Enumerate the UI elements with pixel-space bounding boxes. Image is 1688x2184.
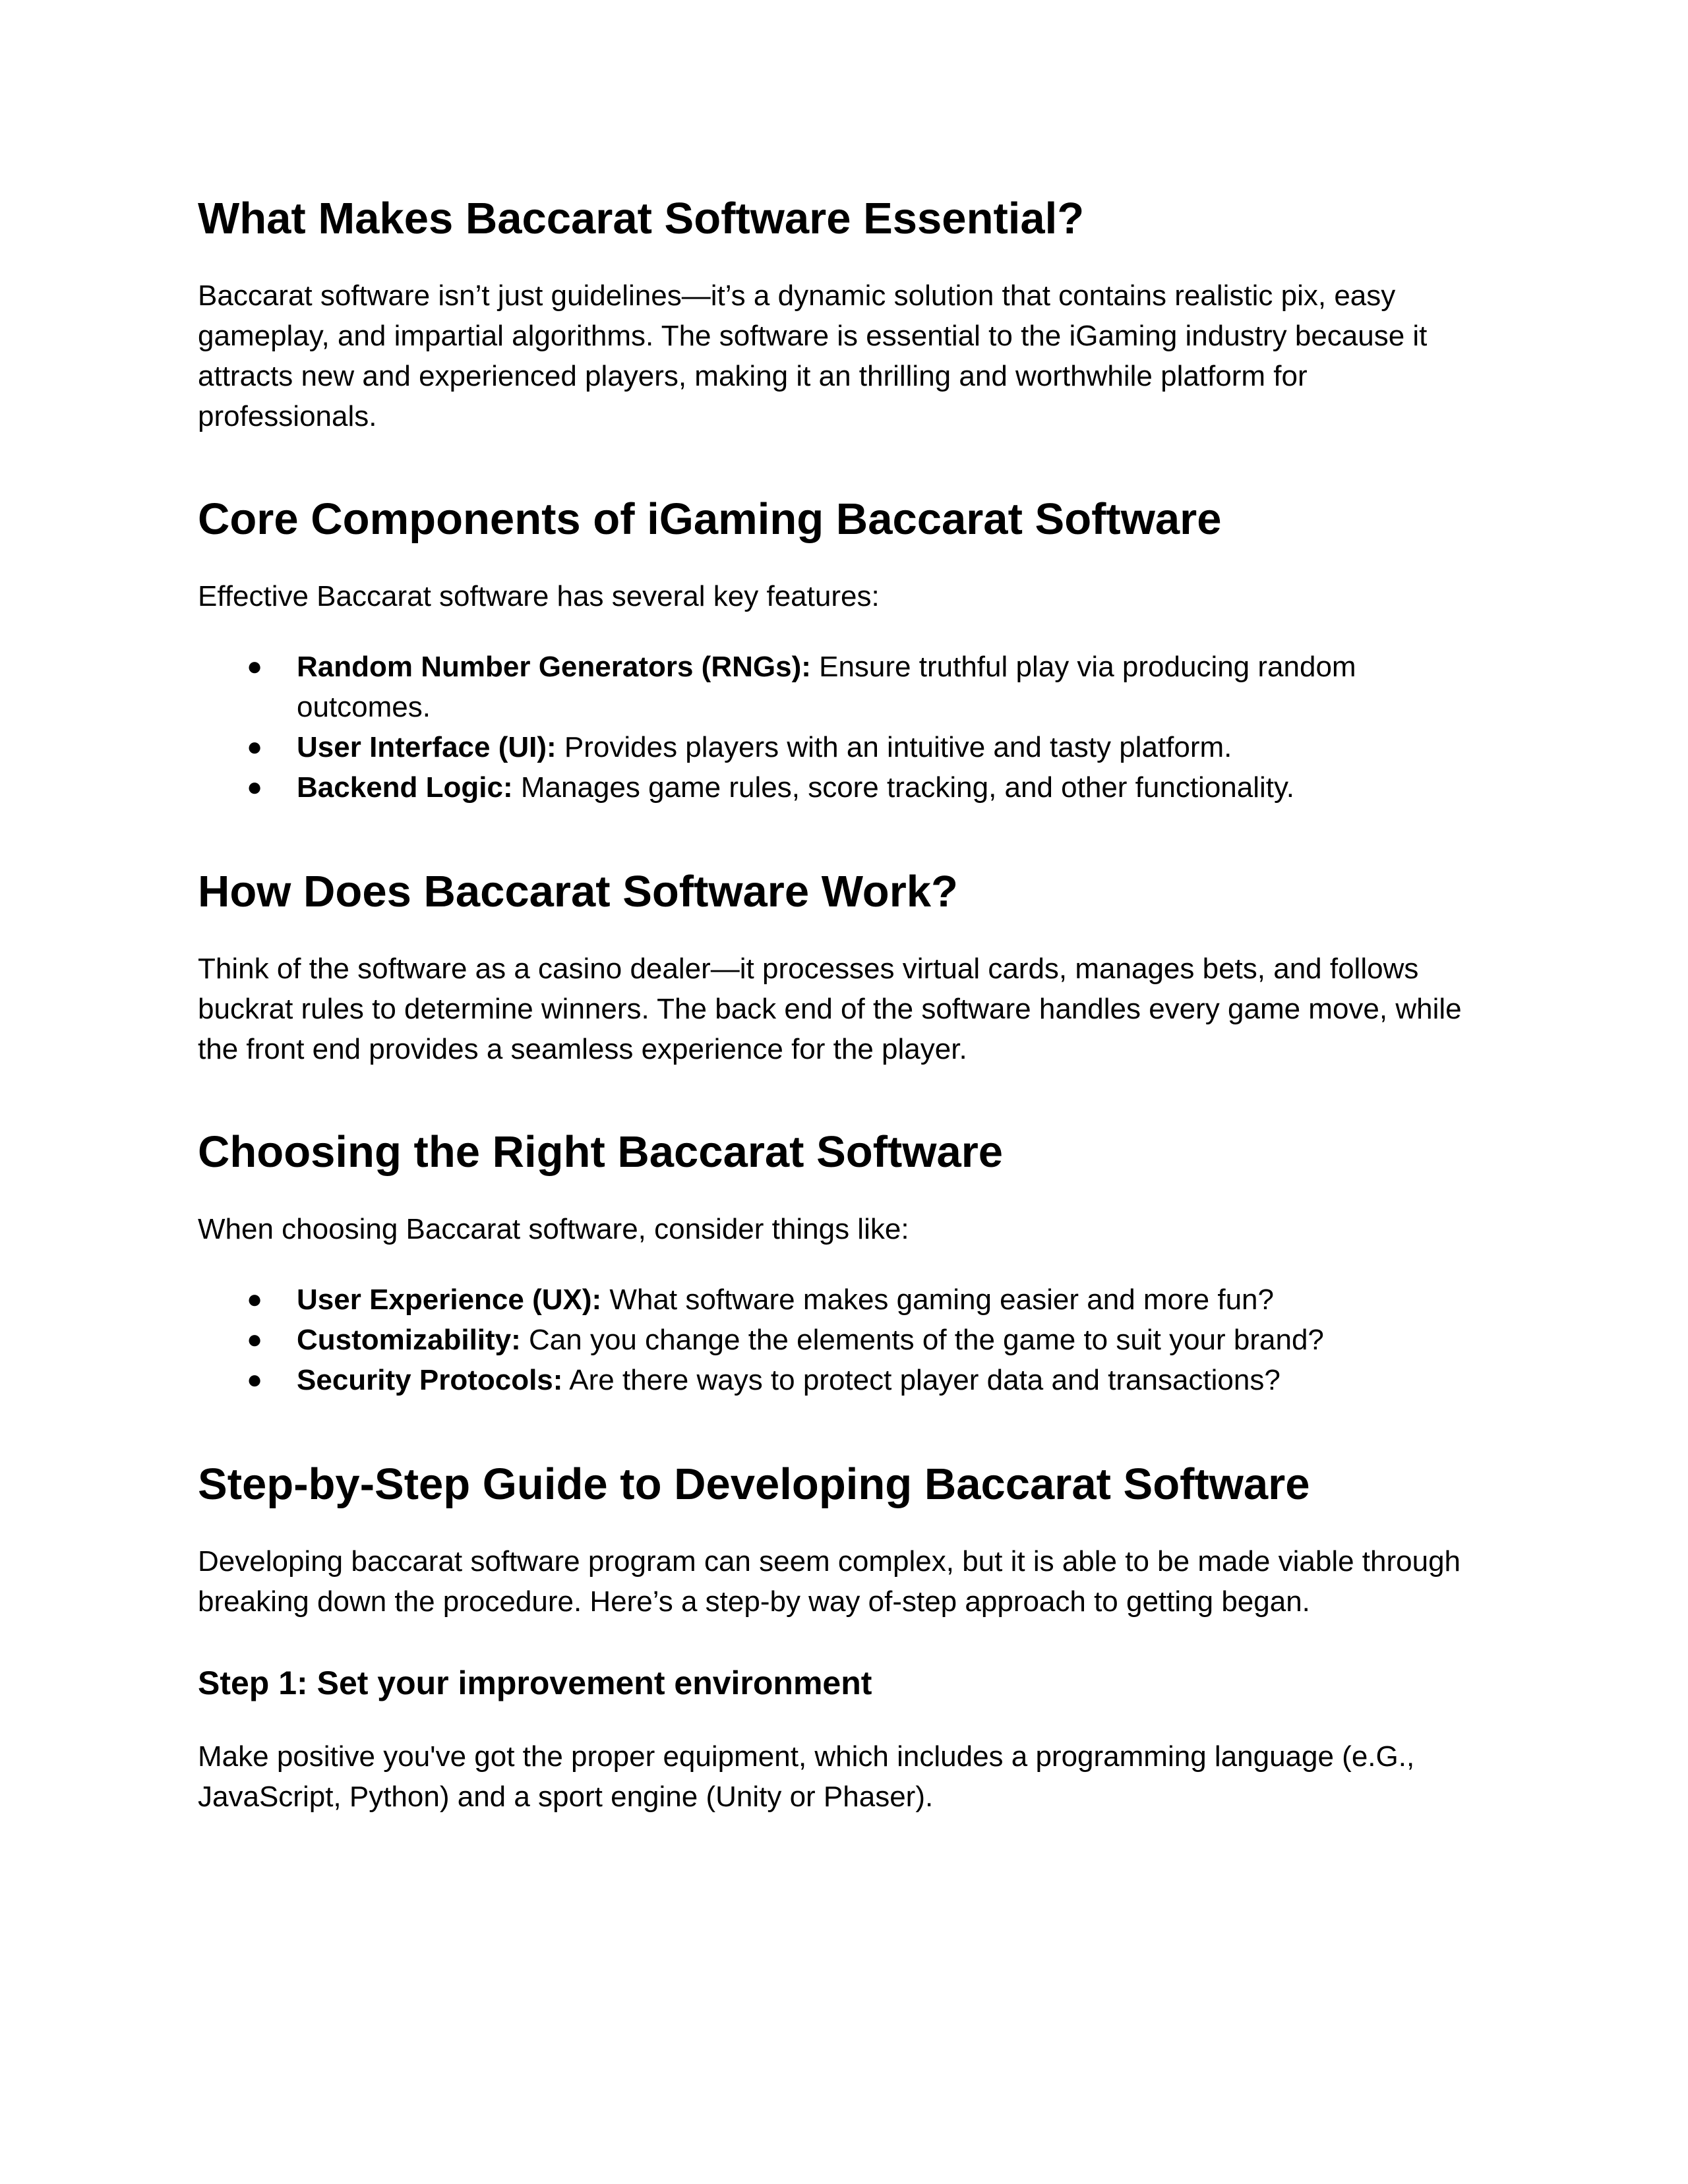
list-item <box>247 1360 1490 1400</box>
list-item <box>247 767 1490 808</box>
section-heading-choosing: Choosing the Right Baccarat Software <box>198 1127 1004 1177</box>
list-item-term: Security Protocols: <box>297 1364 563 1396</box>
bullet-icon: ● <box>247 773 263 802</box>
section-lead-core-components: Effective Baccarat software has several key features: <box>198 580 880 612</box>
list-item-term: Backend Logic: <box>297 771 513 804</box>
list-item <box>247 727 1490 767</box>
bullet-icon: ● <box>247 652 263 681</box>
list-item <box>247 1280 1490 1320</box>
list-item <box>247 647 1490 727</box>
list-item-term: User Experience (UX): <box>297 1284 602 1316</box>
section-heading-how-it-works: How Does Baccarat Software Work? <box>198 867 958 916</box>
list-item-term: Random Number Generators (RNGs): <box>297 651 811 683</box>
list-item-text: Provides players with an intuitive and tasty platform. <box>556 731 1232 763</box>
list-item-text: Can you change the elements of the game to suit your brand? <box>520 1324 1324 1356</box>
bullet-icon: ● <box>247 1325 263 1354</box>
section-lead-choosing: When choosing Baccarat software, consider things like: <box>198 1213 909 1245</box>
document-page <box>198 191 1490 1872</box>
section-heading-step-by-step: Step-by-Step Guide to Developing Baccarat Software <box>198 1460 1310 1509</box>
section-paragraph-essential: Baccarat software isn’t just guidelines—it’s a dynamic solution that contains realistic pix, easy gameplay, and impartial algorithms. The software is essential to the iGaming industry because it attracts new and experienced players, making it an thrilling and worthwhile platform for professionals. <box>198 280 1428 432</box>
list-item-text: What software makes gaming easier and more fun? <box>601 1284 1274 1316</box>
section-heading-core-components: Core Components of iGaming Baccarat Software <box>198 494 1222 544</box>
core-components-list <box>198 647 1490 808</box>
section-paragraph-step-by-step: Developing baccarat software program can seem complex, but it is able to be made viable through breaking down the procedure. Here’s a step-by way of-step approach to getting began. <box>198 1545 1461 1618</box>
section-paragraph-how-it-works: Think of the software as a casino dealer—it processes virtual cards, manages bets, and follows buckrat rules to determine winners. The back end of the software handles every game move, while the front end provides a seamless experience for the player. <box>198 953 1462 1065</box>
list-item-term: User Interface (UI): <box>297 731 557 763</box>
list-item-text: Manages game rules, score tracking, and other functionality. <box>512 771 1294 804</box>
bullet-icon: ● <box>247 1285 263 1314</box>
step-1-paragraph: Make positive you've got the proper equipment, which includes a programming language (e.G., JavaScript, Python) and a sport engine (Unity or Phaser). <box>198 1740 1415 1813</box>
bullet-icon: ● <box>247 1365 263 1394</box>
list-item-text: Ensure truthful play via producing random outcomes. <box>297 651 1356 723</box>
bullet-icon: ● <box>247 732 263 761</box>
section-heading-essential: What Makes Baccarat Software Essential? <box>198 194 1085 243</box>
list-item <box>247 1320 1490 1360</box>
list-item-term: Customizability: <box>297 1324 521 1356</box>
list-item-text: Are there ways to protect player data and transactions? <box>562 1364 1281 1396</box>
step-1-heading: Step 1: Set your improvement environment <box>198 1665 872 1701</box>
choosing-list <box>198 1280 1490 1400</box>
